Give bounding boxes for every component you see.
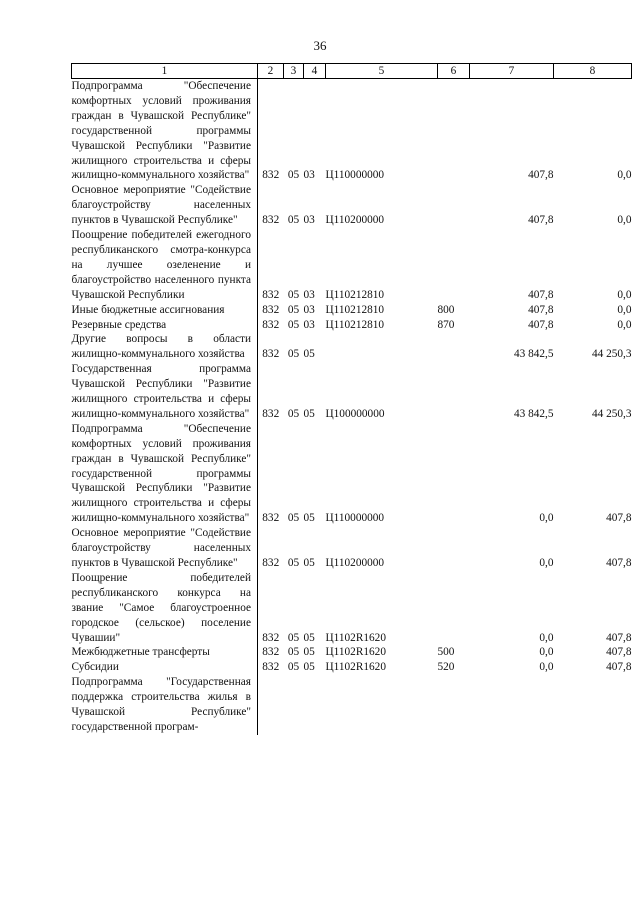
row-expense-type — [438, 675, 470, 735]
row-target-article: Ц110212810 — [325, 303, 385, 316]
row-amount-2: 0,0 — [617, 169, 632, 182]
row-ministry-code: 832 — [262, 214, 280, 227]
row-subsection: 05 — [303, 661, 315, 674]
table-row — [72, 183, 632, 228]
header-col-4: 4 — [304, 64, 326, 79]
row-amount-1: 43 842,5 — [513, 407, 554, 420]
table-row — [72, 332, 632, 362]
header-col-5: 5 — [326, 64, 438, 79]
table-row — [72, 526, 632, 571]
row-target-article: Ц1102R1620 — [325, 631, 386, 644]
row-section: 05 — [287, 348, 300, 361]
row-ministry-code: 832 — [262, 407, 280, 420]
page-number: 36 — [313, 38, 327, 53]
row-ministry-code: 832 — [262, 631, 280, 644]
row-name: Поощрение победителей ежегодного республиканского смотра-конкурса на лучшее озеленение и благоустройство населенного пункта Чувашской Республики — [72, 228, 258, 303]
row-target-article: Ц100000000 — [325, 407, 385, 420]
row-amount-1: 407,8 — [528, 169, 554, 182]
row-amount-1: 0,0 — [539, 557, 554, 569]
row-section: 05 — [287, 661, 300, 674]
row-subsection: 05 — [303, 348, 315, 361]
row-subsection — [304, 675, 326, 735]
row-section: 05 — [287, 288, 300, 301]
row-section: 05 — [287, 631, 300, 644]
row-amount-2: 44 250,3 — [591, 348, 632, 361]
row-target-article: Ц110200000 — [325, 214, 385, 227]
row-name: Подпрограмма "Обеспечение комфортных условий проживания граждан в Чувашской Республике" государственной программы Чувашской Республики "Развитие жилищного строительства и сферы жилищно-коммунального хозяйства" — [72, 422, 258, 526]
row-expense-type — [438, 526, 470, 571]
row-target-article: Ц110000000 — [325, 512, 385, 525]
row-amount-2: 0,0 — [617, 303, 632, 316]
row-subsection: 03 — [303, 318, 315, 331]
row-name: Поощрение победителей республиканского конкурса на звание "Самое благоустроенное городское (сельское) поселение Чувашии" — [72, 571, 258, 646]
row-expense-type — [438, 79, 470, 184]
header-col-1: 1 — [72, 64, 258, 79]
row-name: Основное мероприятие "Содействие благоустройству населенных пунктов в Чувашской Республике" — [72, 526, 258, 571]
budget-table — [71, 63, 632, 735]
table-row — [72, 303, 632, 318]
row-section: 05 — [287, 646, 300, 659]
table-row — [72, 660, 632, 675]
row-target-article: Ц110000000 — [325, 169, 385, 182]
table-row — [72, 362, 632, 422]
row-amount-1: 407,8 — [528, 318, 554, 331]
row-expense-type: 800 — [437, 303, 455, 316]
row-ministry-code: 832 — [262, 169, 280, 182]
row-name: Государственная программа Чувашской Республики "Развитие жилищного строительства и сферы жилищно-коммунального хозяйства" — [72, 362, 258, 422]
row-name: Иные бюджетные ассигнования — [72, 303, 258, 318]
row-subsection: 05 — [303, 557, 315, 569]
row-expense-type — [438, 183, 470, 228]
row-section: 05 — [287, 214, 300, 227]
row-amount-1: 43 842,5 — [513, 348, 554, 361]
row-expense-type: 520 — [437, 661, 455, 674]
header-row — [72, 64, 632, 79]
row-amount-2: 0,0 — [617, 214, 632, 227]
row-subsection: 03 — [303, 214, 315, 227]
row-ministry-code: 832 — [262, 661, 280, 674]
row-name: Межбюджетные трансферты — [72, 645, 258, 660]
row-amount-1: 0,0 — [539, 661, 554, 674]
row-ministry-code — [258, 675, 284, 735]
table-row — [72, 318, 632, 333]
row-name: Подпрограмма "Обеспечение комфортных условий проживания граждан в Чувашской Республике" государственной программы Чувашской Республики "Развитие жилищного строительства и сферы жилищно-коммунального хозяйства" — [72, 79, 258, 184]
row-subsection: 03 — [303, 288, 315, 301]
row-target-article: Ц1102R1620 — [325, 646, 386, 659]
row-target-article: Ц110212810 — [325, 318, 385, 331]
row-amount-2: 0,0 — [617, 288, 632, 301]
row-amount-2: 44 250,3 — [591, 407, 632, 420]
row-amount-1 — [470, 675, 554, 735]
row-target-article: Ц110200000 — [325, 557, 385, 569]
row-amount-2: 407,8 — [606, 661, 632, 674]
table-row — [72, 422, 632, 526]
header-col-7: 7 — [470, 64, 554, 79]
row-target-article: Ц110212810 — [325, 288, 385, 301]
row-amount-1: 407,8 — [528, 288, 554, 301]
row-expense-type — [438, 422, 470, 526]
row-subsection: 03 — [303, 303, 315, 316]
row-amount-2: 407,8 — [606, 646, 632, 659]
table-row — [72, 228, 632, 303]
row-section: 05 — [287, 512, 300, 525]
row-expense-type — [438, 228, 470, 303]
row-ministry-code: 832 — [262, 348, 280, 361]
row-expense-type — [438, 362, 470, 422]
row-target-article — [326, 332, 438, 362]
row-name: Резервные средства — [72, 318, 258, 333]
row-section: 05 — [287, 557, 300, 569]
row-amount-1: 0,0 — [539, 512, 554, 525]
row-section: 05 — [287, 303, 300, 316]
header-col-6: 6 — [438, 64, 470, 79]
row-amount-2: 407,8 — [606, 631, 632, 644]
row-amount-2: 407,8 — [606, 512, 632, 525]
row-amount-2: 407,8 — [606, 557, 632, 569]
row-target-article — [326, 675, 438, 735]
row-target-article: Ц1102R1620 — [325, 661, 386, 674]
row-subsection: 05 — [303, 631, 315, 644]
row-ministry-code: 832 — [262, 557, 280, 569]
table-row — [72, 571, 632, 646]
row-ministry-code: 832 — [262, 318, 280, 331]
row-section — [284, 675, 304, 735]
header-col-8: 8 — [554, 64, 632, 79]
row-amount-1: 0,0 — [539, 646, 554, 659]
row-expense-type: 870 — [437, 318, 455, 331]
row-subsection: 05 — [303, 646, 315, 659]
row-expense-type — [438, 332, 470, 362]
row-name: Подпрограмма "Государственная поддержка строительства жилья в Чувашской Республике" государственной програм- — [72, 675, 258, 735]
table-row — [72, 79, 632, 184]
row-expense-type: 500 — [437, 646, 455, 659]
table-row — [72, 645, 632, 660]
row-subsection: 05 — [303, 407, 315, 420]
row-section: 05 — [287, 318, 300, 331]
row-section: 05 — [287, 169, 300, 182]
row-name: Субсидии — [72, 660, 258, 675]
row-ministry-code: 832 — [262, 646, 280, 659]
row-name: Основное мероприятие "Содействие благоустройству населенных пунктов в Чувашской Республике" — [72, 183, 258, 228]
row-expense-type — [438, 571, 470, 646]
row-ministry-code: 832 — [262, 512, 280, 525]
row-subsection: 03 — [303, 169, 315, 182]
row-amount-2: 0,0 — [617, 318, 632, 331]
row-amount-2 — [554, 675, 632, 735]
header-col-3: 3 — [284, 64, 304, 79]
row-name: Другие вопросы в области жилищно-коммунального хозяйства — [72, 332, 258, 362]
header-col-2: 2 — [258, 64, 284, 79]
table-row — [72, 675, 632, 735]
row-amount-1: 407,8 — [528, 303, 554, 316]
row-ministry-code: 832 — [262, 303, 280, 316]
row-amount-1: 407,8 — [528, 214, 554, 227]
row-ministry-code: 832 — [262, 288, 280, 301]
row-section: 05 — [287, 407, 300, 420]
row-amount-1: 0,0 — [539, 631, 554, 644]
row-subsection: 05 — [303, 512, 315, 525]
